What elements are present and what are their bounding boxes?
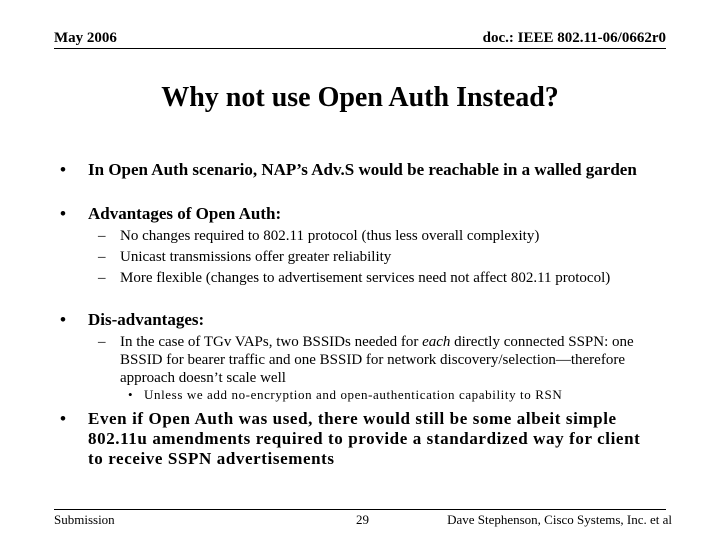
footer-author: Dave Stephenson, Cisco Systems, Inc. et al [447,512,672,527]
bullet-text: Even if Open Auth was used, there would still be some albeit simple 802.11u amendments required to provide a standardized way for client to receive SSPN advertisements [88,409,641,468]
bullet-walled-garden [60,160,660,180]
bullet-text: Advantages of Open Auth: [88,204,282,223]
header-date: May 2006 [54,30,117,46]
advantage-item [98,269,658,287]
bullet-marker: • [60,409,67,428]
bullet-disadvantages [60,310,660,330]
sub-marker: – [98,270,106,286]
bullet-text: Dis-advantages: [88,310,205,329]
bullet-marker: • [128,387,133,402]
slide-title: Why not use Open Auth Instead? [161,82,559,113]
header-doc-id: doc.: IEEE 802.11-06/0662r0 [482,30,666,46]
footer-submission: Submission [54,512,115,527]
advantage-text: Unicast transmissions offer greater reliability [120,249,392,265]
advantage-item [98,248,658,266]
note-text: Unless we add no-encryption and open-authentication capability to RSN [144,387,563,402]
emphasis-each: each [422,334,451,350]
bullet-text: In Open Auth scenario, NAP’s Adv.S would be reachable in a walled garden [88,160,637,179]
bullet-advantages [60,204,660,224]
sub-marker: – [98,249,106,265]
bullet-marker: • [60,160,66,179]
sub-marker: – [98,228,106,244]
advantage-text: No changes required to 802.11 protocol (thus less overall complexity) [120,228,540,244]
header-rule [54,48,666,49]
advantage-item [98,227,658,245]
disadvantage-item [98,333,658,387]
disadvantage-note [128,387,658,403]
bullet-marker: • [60,310,66,329]
advantage-text: More flexible (changes to advertisement services need not affect 802.11 protocol) [120,270,611,286]
footer-rule [54,509,666,510]
disadvantage-text: In the case of TGv VAPs, two BSSIDs needed for each directly connected SSPN: one BSSID for bearer traffic and one BSSID for network discovery/selection—therefore approach doesn’t scale well [120,334,634,386]
bullet-even-if-open-auth [60,409,660,469]
sub-marker: – [98,334,106,350]
bullet-marker: • [60,204,66,223]
page-number: 29 [356,512,369,527]
